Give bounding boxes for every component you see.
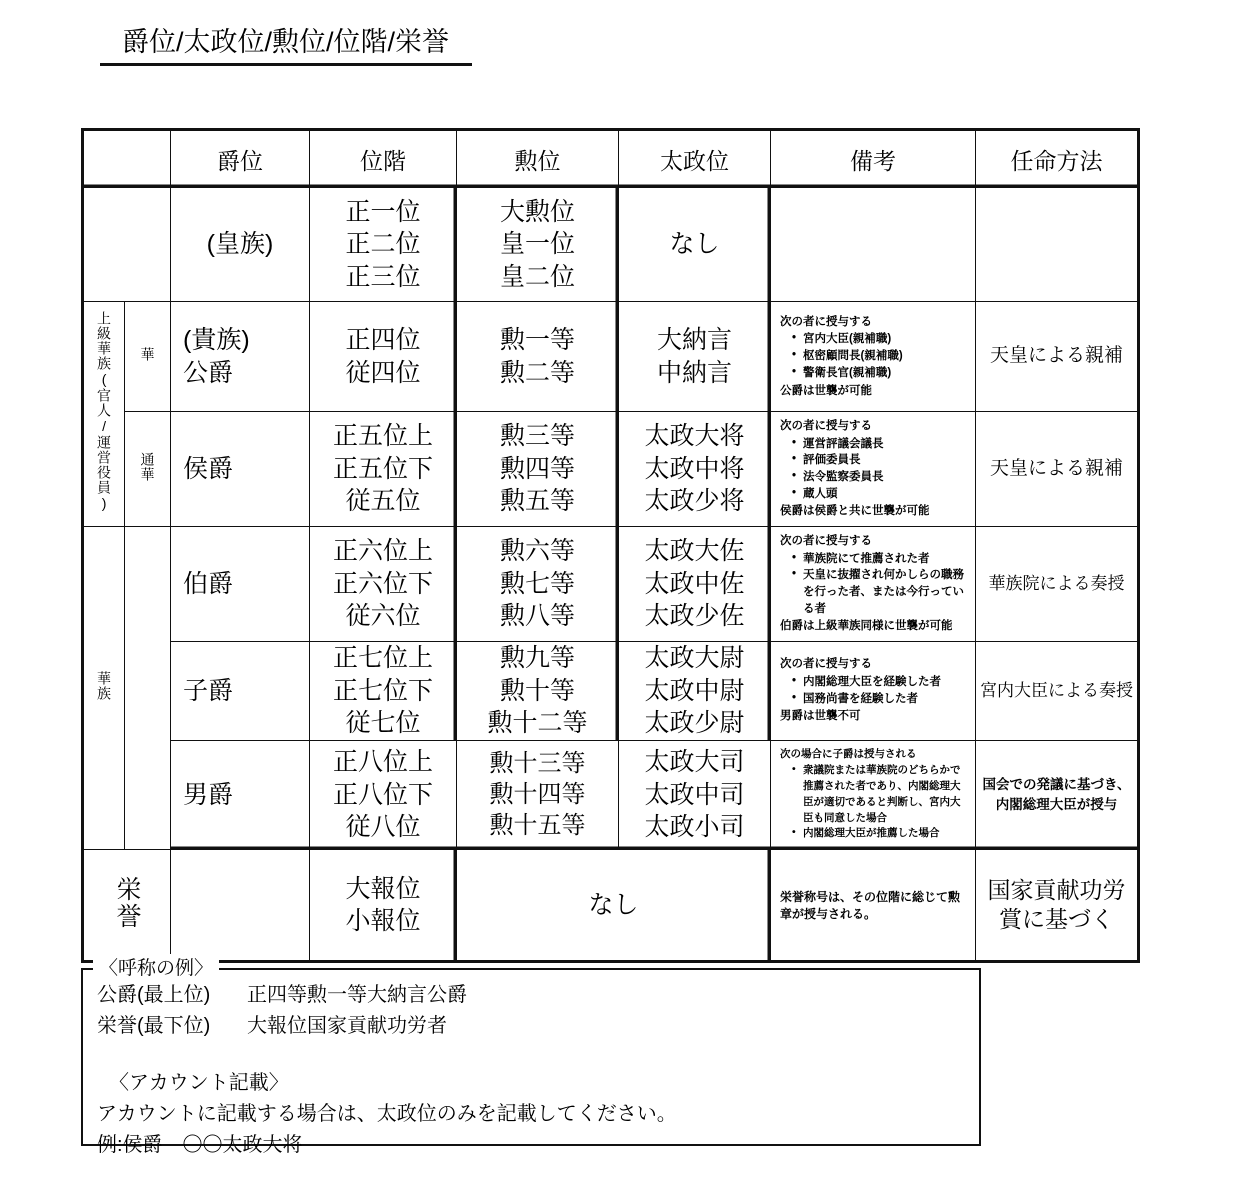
kuni-stack: [457, 642, 618, 740]
ikai-line: 正四位: [345, 326, 421, 354]
cell-ninmei: [976, 188, 1139, 302]
page-title-block: [100, 28, 480, 66]
shakui-stack: [171, 779, 309, 812]
ninmei-line: 賞に基づく: [999, 906, 1114, 933]
taiseii-line: 太政少佐: [644, 602, 745, 631]
cell-bikou: [771, 740, 976, 850]
cell-ikai: [310, 302, 457, 412]
taiseii-stack: [619, 324, 770, 389]
cell-taiseii: [619, 740, 771, 850]
kuni-stack: [457, 196, 618, 294]
table-row: [83, 642, 1139, 741]
ikai-stack: [310, 642, 456, 740]
example-row: [97, 980, 979, 1011]
shakui-stack: [171, 675, 309, 708]
bikou-note: [771, 412, 975, 526]
kuni-stack: [457, 889, 770, 922]
example-key: 栄誉(最下位): [97, 1015, 211, 1037]
rank-table: [81, 128, 1140, 963]
row-sub-label: [125, 527, 171, 850]
cell-taiseii: [619, 642, 771, 741]
cell-taiseii: [619, 302, 771, 412]
kuni-line: なし: [588, 890, 639, 919]
ikai-stack: [310, 420, 456, 518]
note-item: • 評価委員長: [793, 452, 968, 469]
cell-shakui: [171, 642, 310, 741]
header-kuni: 勲位: [457, 130, 619, 188]
note-item: • 国務尚書を経験した者: [793, 691, 968, 708]
cell-shakui: [171, 527, 310, 642]
table-header-row: [83, 130, 1139, 188]
note-tail: 侯爵は侯爵と共に世襲が可能: [780, 505, 930, 518]
ikai-line: 正七位下: [332, 676, 433, 705]
cell-bikou: [771, 412, 976, 527]
taiseii-stack: [619, 642, 770, 740]
note-heading: 次の者に授与する: [780, 420, 872, 432]
cell-kuni: [457, 412, 619, 527]
note-list: [780, 674, 968, 707]
ikai-line: 正二位: [345, 230, 421, 259]
taiseii-line: 大納言: [656, 326, 732, 354]
taiseii-stack: [619, 535, 770, 633]
kuni-line: 皇二位: [499, 262, 575, 291]
account-example: 例:侯爵 〇〇太政大将: [97, 1134, 303, 1156]
account-heading: 〈アカウント記載〉: [109, 1072, 289, 1094]
cell-shakui: [171, 412, 310, 527]
taiseii-line: 太政小司: [644, 813, 745, 842]
shakui-line: (貴族): [183, 326, 250, 354]
ikai-line: 正八位上: [332, 748, 433, 777]
shakui-line: (皇族): [206, 230, 274, 259]
note-list: [780, 551, 968, 618]
kuni-line: 勲十三等: [489, 750, 586, 778]
kuni-stack: [457, 748, 618, 842]
title-underline: [100, 63, 472, 66]
cell-ninmei: [976, 302, 1139, 412]
note-tail: 伯爵は上級華族同様に世襲が可能: [780, 620, 953, 633]
ikai-line: 正七位上: [332, 644, 433, 673]
cell-ikai: [310, 740, 457, 850]
ninmei-text: [976, 876, 1137, 934]
cell-kuni: [457, 188, 619, 302]
taiseii-line: 太政大司: [644, 748, 745, 777]
sub-label-vertical: 華: [139, 346, 156, 362]
taiseii-line: 太政大将: [644, 422, 745, 451]
cell-bikou: [771, 302, 976, 412]
shakui-stack: [171, 453, 309, 486]
rank-table-container: [81, 128, 1139, 963]
header-taiseii: 太政位: [619, 130, 771, 188]
note-tail: 公爵は世襲が可能: [780, 384, 872, 397]
kuni-line: 勲三等: [499, 422, 575, 451]
note-item: • 華族院にて推薦された者: [793, 551, 968, 568]
taiseii-line: 太政少尉: [644, 709, 745, 738]
cell-bikou: [771, 188, 976, 302]
note-item: • 法令監察委員長: [793, 469, 968, 486]
ikai-line: 正五位上: [332, 422, 433, 451]
header-ninmei: 任命方法: [976, 130, 1139, 188]
kuni-line: 勲十等: [499, 676, 575, 705]
row-sub-label: [125, 302, 171, 412]
cell-shakui: [171, 302, 310, 412]
taiseii-line: 太政大尉: [644, 644, 745, 673]
taiseii-line: 中納言: [656, 358, 732, 387]
cell-shakui: [171, 740, 310, 850]
row-group-label-upper-kazoku: [83, 302, 125, 527]
note-item: • 天皇に抜擢され何かしらの職務を行った者、または今行っている者: [793, 567, 968, 617]
ninmei-text: 華族院による奏授: [988, 574, 1125, 593]
cell-shakui: [171, 850, 310, 962]
ikai-stack: [310, 324, 456, 389]
kuni-line: 勲九等: [499, 644, 575, 673]
note-heading: 次の者に授与する: [780, 535, 872, 548]
ikai-stack: [310, 873, 456, 938]
ikai-line: 従八位: [345, 813, 421, 842]
note-item: • 枢密顧問長(親補職): [793, 348, 968, 365]
kuni-line: 勲一等: [499, 326, 575, 354]
note-list: [780, 763, 968, 842]
kuni-line: 勲十五等: [489, 812, 586, 840]
ikai-line: 正一位: [345, 197, 421, 226]
group-label-vertical: 上級華族(官人/運営役員): [96, 311, 113, 513]
row-group-label: [83, 188, 171, 302]
table-row: [83, 188, 1139, 302]
bikou-note: [771, 741, 975, 850]
table-row: [83, 412, 1139, 527]
note-heading: 次の者に授与する: [780, 315, 872, 328]
header-bikou: 備考: [771, 130, 976, 188]
cell-taiseii: [619, 527, 771, 642]
cell-taiseii: [619, 412, 771, 527]
ninmei-line: 国家貢献功労: [987, 877, 1126, 904]
sub-label-vertical: 通華: [139, 451, 156, 482]
taiseii-line: 太政中将: [644, 454, 745, 483]
table-row: [83, 302, 1139, 412]
header-ikai: 位階: [310, 130, 457, 188]
note-item: • 運営評議会議長: [793, 436, 968, 453]
row-group-label-eiyo: [83, 850, 171, 962]
note-list: [780, 436, 968, 503]
note-heading: 次の者に授与する: [780, 658, 872, 671]
kuni-line: 勲四等: [499, 454, 575, 483]
header-shakui: 爵位: [171, 130, 310, 188]
bikou-note: [771, 308, 975, 405]
kuni-line: 勲八等: [499, 602, 575, 631]
ikai-line: 小報位: [345, 907, 421, 936]
ikai-line: 大報位: [345, 874, 421, 903]
kuni-line: 勲五等: [499, 487, 575, 516]
ikai-stack: [310, 535, 456, 633]
note-item: • 衆議院または華族院のどちらかで推薦された者であり、内閣総理大臣が適切であると判断し、宮内大臣も同意した場合: [793, 763, 968, 826]
shakui-line: 公爵: [183, 358, 234, 387]
kuni-line: 勲二等: [499, 358, 575, 387]
cell-bikou: [771, 642, 976, 741]
note-item: • 蔵人頭: [793, 486, 968, 503]
note-tail: 男爵は世襲不可: [780, 710, 861, 723]
shakui-line: 伯爵: [183, 569, 234, 598]
shakui-line: 男爵: [183, 780, 234, 809]
ikai-line: 従六位: [345, 602, 421, 631]
example-value: 正四等勲一等大納言公爵: [247, 984, 467, 1006]
ikai-line: 正三位: [345, 262, 421, 291]
ikai-line: 正五位下: [332, 454, 433, 483]
taiseii-line: 太政中佐: [644, 569, 745, 598]
notes-box: [81, 958, 981, 1156]
cell-ikai: [310, 527, 457, 642]
ikai-line: 従四位: [345, 358, 421, 387]
kuni-line: 皇一位: [499, 230, 575, 259]
bikou-note: [771, 527, 975, 641]
note-item: • 宮内大臣(親補職): [793, 331, 968, 348]
ikai-line: 正六位下: [332, 569, 433, 598]
shakui-stack: [171, 228, 309, 261]
kuni-stack: [457, 324, 618, 389]
example-row: [97, 1011, 979, 1042]
kuni-stack: [457, 535, 618, 633]
taiseii-stack: [619, 228, 770, 261]
note-list: [780, 331, 968, 381]
cell-ikai: [310, 188, 457, 302]
cell-ninmei: [976, 412, 1139, 527]
row-sub-label: [125, 412, 171, 527]
kuni-stack: [457, 420, 618, 518]
cell-ikai: [310, 642, 457, 741]
ikai-line: 正六位上: [332, 537, 433, 566]
notes-spacer: [97, 1042, 979, 1068]
cell-ninmei: [976, 850, 1139, 962]
account-text: アカウントに記載する場合は、太政位のみを記載してください。: [97, 1103, 677, 1125]
kuni-line: 勲七等: [499, 569, 575, 598]
cell-kuni: [457, 527, 619, 642]
cell-taiseii: [619, 188, 771, 302]
taiseii-line: 太政大佐: [644, 537, 745, 566]
ikai-line: 正八位下: [332, 780, 433, 809]
cell-ikai: [310, 850, 457, 962]
group-label-vertical: 栄誉: [113, 875, 141, 930]
cell-bikou: [771, 850, 976, 962]
ikai-line: 従五位: [345, 487, 421, 516]
cell-ninmei: [976, 527, 1139, 642]
taiseii-stack: [619, 746, 770, 844]
cell-kuni: [457, 302, 619, 412]
shakui-stack: [171, 568, 309, 601]
shakui-line: 子爵: [183, 676, 234, 705]
taiseii-stack: [619, 420, 770, 518]
ninmei-text: 天皇による親補: [989, 345, 1123, 367]
header-rank-label: [83, 130, 171, 188]
cell-ninmei: [976, 642, 1139, 741]
ninmei-text: 天皇による親補: [989, 457, 1123, 479]
ninmei-text: 宮内大臣による奏授: [980, 680, 1133, 700]
bikou-note: [771, 881, 975, 930]
taiseii-line: 太政中尉: [644, 676, 745, 705]
table-row: [83, 740, 1139, 850]
kuni-line: 勲六等: [499, 537, 575, 566]
cell-ninmei: [976, 740, 1139, 850]
shakui-line: 侯爵: [183, 454, 234, 483]
note-item: • 警衛長官(親補職): [793, 365, 968, 382]
taiseii-line: 太政少将: [644, 487, 745, 516]
cell-shakui: [171, 188, 310, 302]
taiseii-line: なし: [669, 230, 720, 259]
table-row: [83, 850, 1139, 962]
kuni-line: 勲十四等: [489, 781, 586, 809]
table-row: [83, 527, 1139, 642]
note-heading: 次の場合に子爵は授与される: [780, 747, 917, 760]
row-group-label-kazoku: [83, 527, 125, 850]
notes-box-label: 〈呼称の例〉: [93, 954, 219, 983]
kuni-line: 勲十二等: [487, 709, 588, 738]
example-key: 公爵(最上位): [97, 984, 211, 1006]
ikai-stack: [310, 746, 456, 844]
cell-ikai: [310, 412, 457, 527]
note-item: • 内閣総理大臣が推薦した場合: [793, 826, 968, 842]
ikai-line: 従七位: [345, 709, 421, 738]
cell-kuni-taiseii-merged: [457, 850, 771, 962]
note-heading: 栄誉称号は、その位階に総じて勲章が授与される。: [780, 889, 961, 922]
cell-bikou: [771, 527, 976, 642]
kuni-line: 大勲位: [499, 197, 575, 226]
ikai-stack: [310, 196, 456, 294]
page-title: 爵位/太政位/勲位/位階/栄誉: [122, 27, 450, 57]
cell-kuni: [457, 740, 619, 850]
cell-kuni: [457, 642, 619, 741]
shakui-stack: [171, 324, 309, 389]
taiseii-line: 太政中司: [644, 780, 745, 809]
group-label-vertical: 華族: [96, 670, 113, 701]
example-value: 大報位国家貢献功労者: [247, 1015, 447, 1037]
note-item: • 内閣総理大臣を経験した者: [793, 674, 968, 691]
ninmei-text: 国会での発議に基づき、内閣総理大臣が授与: [982, 777, 1131, 812]
bikou-note: [771, 650, 975, 731]
